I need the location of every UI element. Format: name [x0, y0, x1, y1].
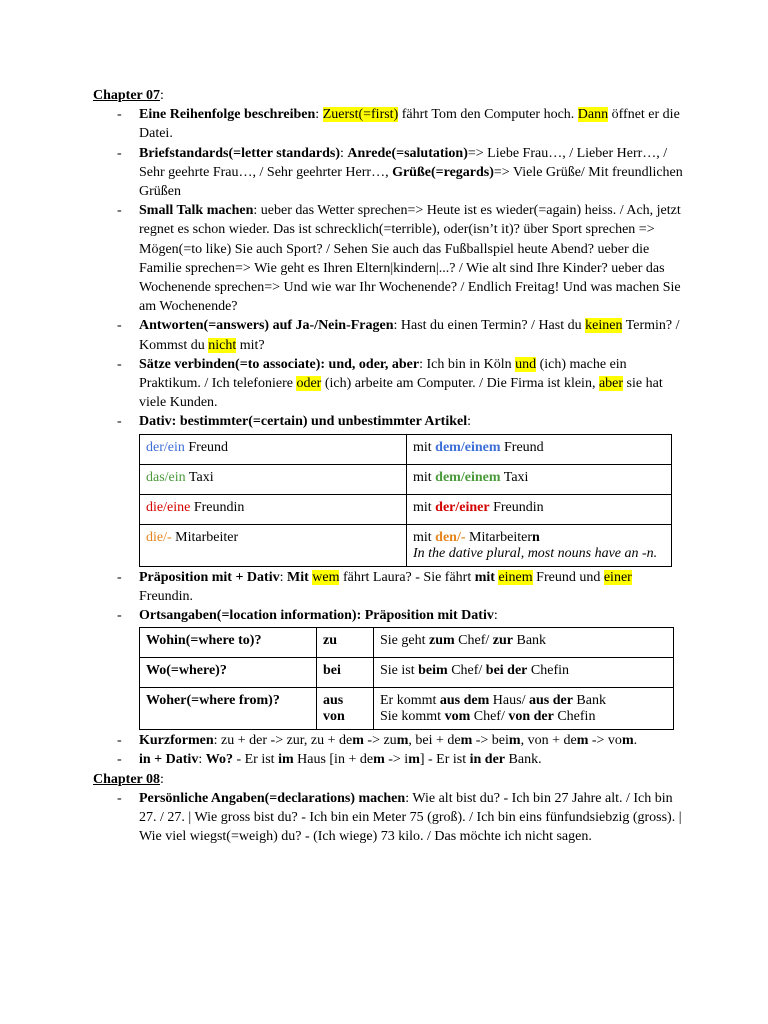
item-sep: : [467, 414, 471, 430]
item-text: (ich) mache ein Praktikum. / Ich telefoniere [139, 356, 627, 392]
item-heading: Ortsangaben(=location information): Präposition mit Dativ [139, 608, 494, 624]
table-row [140, 628, 674, 658]
item-text: Ich bin in Köln [426, 356, 516, 372]
table-row [140, 434, 672, 464]
item-heading: in + Dativ [139, 752, 199, 768]
list-item-persoenliche-angaben [93, 789, 683, 847]
dative-article: den/- [435, 529, 466, 545]
table-cell [407, 524, 672, 566]
item-sep: : [213, 733, 222, 749]
noun-text: Freund [184, 439, 229, 455]
item-text: Hast du einen Termin? / Hast du [400, 318, 586, 334]
item-heading: Antworten(=answers) auf Ja-/Nein-Fragen [139, 318, 394, 334]
question-cell: Woher(=where from)? [140, 688, 317, 730]
example-text: Chefin [527, 663, 570, 679]
dative-article: dem/einem [435, 469, 501, 485]
noun-text: Mitarbeiter [171, 529, 239, 545]
item-text: mit? [236, 337, 265, 353]
list-item-small-talk [93, 201, 683, 316]
preposition-cell: bei [317, 658, 374, 688]
chapter-08-list [93, 789, 683, 847]
item-text: Bank. [505, 752, 542, 768]
highlighted-word: keinen [585, 318, 623, 334]
bold-term: m [373, 752, 385, 768]
bold-term: m [621, 733, 634, 749]
example-text: Sie geht [380, 633, 429, 649]
bold-term: m [408, 752, 420, 768]
article-text: der/ein [146, 439, 185, 455]
table-row [140, 494, 672, 524]
bold-term: m [396, 733, 409, 749]
item-text: ueber das Wetter sprechen=> Heute ist es wieder(=again) heiss. / Ach, jetzt regnet es schon wieder. Das ist schrecklich(=terrible), oder(isn’t it)? über Sport sprechen => Mögen(=to like) Sie auch Sport? / Sehen Sie auch das Fußballspiel heute Abend? ueber die Familie sprechen=> Wie geht es Ihren Eltern|kindern|...? / Wie alt sind Ihre Kinder? ueber das Wochenende sprechen=> Und wie war Ihr Wochenende? / Endlich Freitag! Und was machen Sie am Wochenende? [139, 203, 681, 315]
chapter-07-list [93, 105, 683, 769]
item-text: , bei + de [408, 733, 461, 749]
example-text: Sie ist [380, 663, 419, 679]
item-text: - Er ist [232, 752, 279, 768]
table-cell [140, 434, 407, 464]
example-text: Chef/ [454, 633, 493, 649]
list-item-in-dativ [93, 750, 683, 769]
prep-text: mit [413, 469, 436, 485]
item-heading: Kurzformen [139, 733, 214, 749]
list-item-dativ [93, 412, 683, 566]
item-text: . [633, 733, 638, 749]
table-row [140, 688, 674, 730]
bold-term: m [576, 733, 589, 749]
list-item-ortsangaben [93, 606, 683, 730]
item-sep: : [419, 356, 427, 372]
item-text: -> bei [472, 733, 509, 749]
example-cell [374, 688, 674, 730]
example-text: Bank [572, 693, 606, 709]
article-text: das/ein [146, 469, 186, 485]
item-text: Freundin. [139, 588, 194, 604]
item-text: Haus [in + de [293, 752, 374, 768]
item-sep: : [339, 145, 348, 161]
location-table [139, 627, 674, 730]
bold-term: beim [418, 663, 448, 679]
bold-term: bei der [485, 663, 528, 679]
example-text: Chef/ [470, 709, 509, 725]
table-row [140, 658, 674, 688]
item-heading: Small Talk machen [139, 203, 254, 219]
table-cell [140, 464, 407, 494]
chapter-08-colon: : [160, 771, 164, 787]
bold-term: mit [474, 569, 495, 585]
prep-text: mit [413, 439, 436, 455]
item-heading: Präposition mit + Dativ [139, 569, 280, 585]
item-text: zu + der -> zur, zu + de [221, 733, 353, 749]
list-item-briefstandards [93, 144, 683, 202]
item-sep: : [315, 107, 323, 123]
item-text: Freund und [532, 569, 604, 585]
item-text: fährt Tom den Computer hoch. [398, 107, 578, 123]
example-cell [374, 658, 674, 688]
document-page [93, 86, 683, 846]
table-cell [407, 434, 672, 464]
noun-text: Taxi [185, 469, 214, 485]
table-cell [140, 494, 407, 524]
item-heading: Dativ: bestimmter(=certain) und unbestimmter Artikel [139, 414, 468, 430]
chapter-07-colon: : [160, 88, 164, 103]
prep-text: mit [413, 529, 436, 545]
item-sep: : [405, 790, 413, 806]
bold-term: zur [492, 633, 513, 649]
noun-text: Freundin [489, 499, 544, 515]
highlighted-word: nicht [208, 337, 237, 353]
dative-article: dem/einem [435, 439, 501, 455]
bold-term: m [508, 733, 521, 749]
example-text: Chefin [553, 709, 596, 725]
noun-text: Taxi [500, 469, 529, 485]
item-sep: : [393, 318, 401, 334]
bold-term: vom [444, 709, 471, 725]
highlighted-word: einem [498, 569, 533, 585]
noun-text: Mitarbeiter [465, 529, 532, 545]
bold-term: von der [508, 709, 554, 725]
chapter-08-heading-line [93, 770, 683, 789]
dativ-article-table [139, 434, 672, 567]
highlighted-word: Dann [577, 107, 609, 123]
bold-term: aus dem [439, 693, 490, 709]
article-text: die/- [146, 529, 172, 545]
noun-text: Freundin [190, 499, 245, 515]
noun-text: Freund [500, 439, 544, 455]
item-text: , von + de [520, 733, 577, 749]
table-row [140, 464, 672, 494]
item-sep: : [198, 752, 206, 768]
example-cell [374, 628, 674, 658]
example-text: Chef/ [447, 663, 486, 679]
preposition-cell: zu [317, 628, 374, 658]
item-sep: : [279, 569, 287, 585]
chapter-07-heading: Chapter 07 [93, 88, 161, 103]
item-text: => Liebe Frau…, / Lieber Herr…, / Sehr geehrte Frau…, / Sehr geehrter Herr…, [139, 145, 668, 180]
chapter-08-heading: Chapter 08 [93, 771, 161, 787]
item-heading: Sätze verbinden(=to associate): und, oder, aber [139, 356, 420, 372]
item-text: => Viele Grüße/ Mit freundlichen Grüßen [139, 164, 683, 200]
item-sep: : [253, 203, 261, 219]
item-text: -> zu [363, 733, 397, 749]
highlighted-word: und [515, 356, 537, 372]
plural-note: In the dative plural, most nouns have an -n. [413, 545, 658, 561]
dative-article: der/einer [435, 499, 490, 515]
prep-text: mit [413, 499, 436, 515]
item-text: -> i [384, 752, 409, 768]
item-text: fährt Laura? - Sie fährt [339, 569, 475, 585]
bold-term: aus der [528, 693, 573, 709]
item-text: -> vo [588, 733, 622, 749]
article-text: die/eine [146, 499, 191, 515]
bold-term: m [460, 733, 473, 749]
bold-term: m [352, 733, 364, 749]
example-text: Bank [513, 633, 547, 649]
item-sep: : [493, 608, 498, 624]
item-text: (ich) arbeite am Computer. / Die Firma ist klein, [321, 376, 599, 392]
table-row [140, 524, 672, 566]
preposition-cell: aus von [317, 688, 374, 730]
list-item-praeposition-mit [93, 568, 683, 606]
bold-term: in der [469, 752, 506, 768]
example-text: Sie kommt [380, 709, 445, 725]
item-heading: Eine Reihenfolge beschreiben [139, 107, 316, 123]
table-cell [407, 494, 672, 524]
example-text: Haus/ [489, 693, 529, 709]
list-item-saetze-verbinden [93, 355, 683, 413]
bold-term: Anrede(=salutation) [347, 145, 468, 161]
plural-suffix: n [532, 529, 540, 545]
bold-term: Wo? [205, 752, 233, 768]
item-heading: Persönliche Angaben(=declarations) machen [139, 790, 406, 806]
highlighted-word: wem [312, 569, 340, 585]
highlighted-word: Zuerst(=first) [322, 107, 399, 123]
highlighted-word: einer [603, 569, 632, 585]
bold-term: Mit [286, 569, 309, 585]
highlighted-word: aber [598, 376, 624, 392]
item-text: Termin? / Kommst du [139, 318, 680, 353]
question-cell: Wohin(=where to)? [140, 628, 317, 658]
table-cell [407, 464, 672, 494]
item-text: öffnet er die Datei. [139, 107, 680, 142]
item-text: ] - Er ist [419, 752, 470, 768]
bold-term: Grüße(=regards) [392, 164, 494, 180]
table-cell [140, 524, 407, 566]
list-item-antworten [93, 316, 683, 354]
bold-term: zum [429, 633, 455, 649]
item-text: Wie alt bist du? - Ich bin 27 Jahre alt. / Ich bin 27. / 27. | Wie gross bist du? - Ich bin ein Meter 75 (groß). / Ich bin eins fünfundsiebzig (gross). | Wie viel wiegst(=weigh) du? - (Ich wiege) 73 kilo. / Das möchte ich nicht sagen. [139, 790, 682, 845]
chapter-07-heading-line [93, 86, 683, 105]
item-heading: Briefstandards(=letter standards) [139, 145, 340, 161]
list-item-kurzformen [93, 731, 683, 750]
highlighted-word: oder [296, 376, 322, 392]
list-item-reihenfolge [93, 105, 683, 143]
bold-term: im [278, 752, 294, 768]
question-cell: Wo(=where)? [140, 658, 317, 688]
example-text: Er kommt [380, 693, 440, 709]
item-text: sie hat viele Kunden. [139, 376, 663, 411]
